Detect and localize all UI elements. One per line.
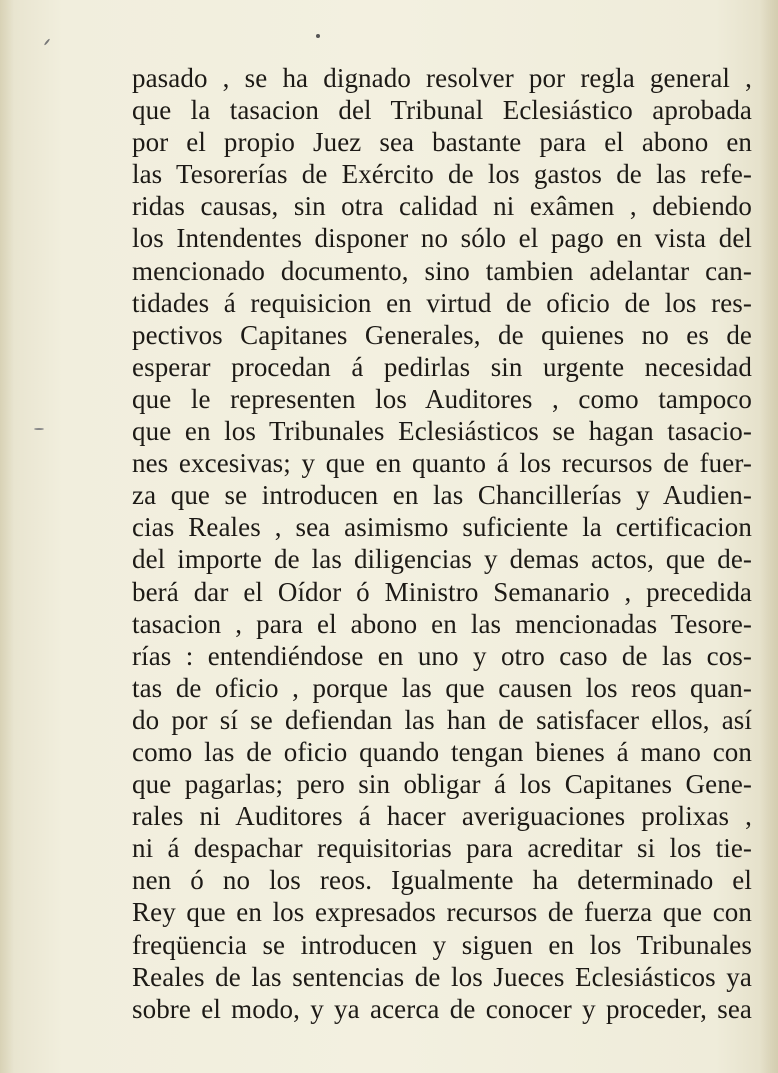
text-line: Rey que en los expresados recursos de fuerza que con [132,897,752,928]
text-line: mencionado documento, sino tambien adelantar can- [132,255,752,286]
text-line: cias Reales , sea asimismo suficiente la certificacion [132,512,752,543]
text-line: que le representen los Auditores , como tampoco [132,383,752,414]
text-line: ni á despachar requisitorias para acreditar si los tie- [132,833,752,864]
text-line: do por sí se defiendan las han de satisfacer ellos, así [132,704,752,735]
text-line: sobre el modo, y ya acerca de conocer y proceder, sea [132,993,752,1024]
text-line: pasado , se ha dignado resolver por regla general , [132,63,752,93]
text-line: nes excesivas; y que en quanto á los recursos de fuer- [132,448,752,479]
text-line: berá dar el Oídor ó Ministro Semanario , precedida [132,576,752,607]
text-line: rales ni Auditores á hacer averiguaciones prolixas , [132,801,752,832]
text-line: nen ó no los reos. Igualmente ha determinado el [132,865,752,896]
text-line: Reales de las sentencias de los Jueces Eclesiásticos ya [132,961,752,992]
text-line: esperar procedan á pedirlas sin urgente necesidad [132,351,752,382]
page-left-edge [0,0,14,1073]
text-line: del importe de las diligencias y demas actos, que de- [132,544,752,575]
ink-speck [316,34,320,38]
text-line: por el propio Juez sea bastante para el abono en [132,127,752,158]
text-line: tas de oficio , porque las que causen los reos quan- [132,672,752,703]
body-text [132,62,752,1025]
text-line: las Tesorerías de Exército de los gastos de las refe- [132,159,752,190]
ink-speck [44,38,51,45]
text-line: rías : entendiéndose en uno y otro caso de las cos- [132,640,752,671]
text-line: za que se introducen en las Chancillerías y Audien- [132,480,752,511]
ink-speck [34,428,44,430]
text-line: tasacion , para el abono en las mencionadas Tesore- [132,608,752,639]
text-line: ridas causas, sin otra calidad ni exâmen , debiendo [132,191,752,222]
text-line: pectivos Capitanes Generales, de quienes no es de [132,319,752,350]
text-line: como las de oficio quando tengan bienes á mano con [132,736,752,767]
text-line: freqüencia se introducen y siguen en los Tribunales [132,929,752,960]
text-line: que en los Tribunales Eclesiásticos se hagan tasacio- [132,416,752,447]
text-line: que la tasacion del Tribunal Eclesiástico aprobada [132,95,752,126]
text-line: tidades á requisicion en virtud de oficio de los res- [132,287,752,318]
text-line: que pagarlas; pero sin obligar á los Capitanes Gene- [132,769,752,800]
page-right-edge [760,0,778,1073]
text-line: los Intendentes disponer no sólo el pago en vista del [132,223,752,254]
